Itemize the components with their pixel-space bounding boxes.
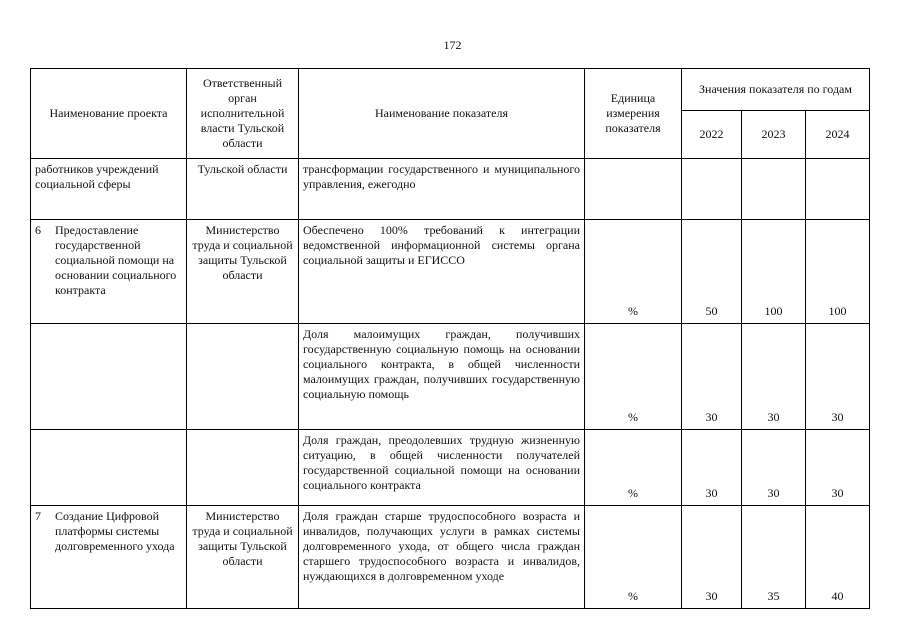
project-cell — [31, 220, 187, 324]
header-year-2022: 2022 — [682, 111, 742, 159]
header-year-2023: 2023 — [742, 111, 806, 159]
header-unit: Единица измерения показателя — [585, 69, 682, 159]
value-2023 — [742, 159, 806, 220]
unit-cell: % — [585, 430, 682, 506]
row-number: 7 — [35, 509, 41, 523]
project-name: Предоставление государственной социальной помощи на основании социального контракта — [55, 223, 177, 297]
responsible-cell — [187, 430, 299, 506]
project-cell — [31, 506, 187, 609]
unit-cell: % — [585, 324, 682, 430]
table-row — [31, 430, 870, 506]
unit-cell: % — [585, 506, 682, 609]
table-row — [31, 324, 870, 430]
value-2024: 40 — [806, 506, 870, 609]
page-number: 172 — [443, 38, 462, 52]
value-2023: 100 — [742, 220, 806, 324]
unit-cell: % — [585, 220, 682, 324]
value-2024: 30 — [806, 430, 870, 506]
responsible-cell: Министерство труда и социальной защиты Тульской области — [187, 220, 299, 324]
indicator-cell: Обеспечено 100% требований к интеграции ведомственной информационной системы органа социальной защиты и ЕГИССО — [299, 220, 585, 324]
value-2023: 30 — [742, 430, 806, 506]
value-2024: 30 — [806, 324, 870, 430]
project-cell — [31, 159, 187, 220]
header-project-name: Наименование проекта — [31, 69, 187, 159]
unit-cell — [585, 159, 682, 220]
project-cell — [31, 430, 187, 506]
value-2023: 30 — [742, 324, 806, 430]
value-2024 — [806, 159, 870, 220]
indicator-cell: трансформации государственного и муниципального управления, ежегодно — [299, 159, 585, 220]
value-2024: 100 — [806, 220, 870, 324]
responsible-cell — [187, 324, 299, 430]
project-name: работников учреждений социальной сферы — [35, 162, 159, 191]
responsible-cell: Министерство труда и социальной защиты Тульской области — [187, 506, 299, 609]
header-responsible: Ответственный орган исполнительной власти Тульской области — [187, 69, 299, 159]
value-2022: 30 — [682, 430, 742, 506]
value-2022: 30 — [682, 324, 742, 430]
indicators-table — [30, 68, 870, 609]
table-row — [31, 159, 870, 220]
value-2022: 30 — [682, 506, 742, 609]
header-indicator-name: Наименование показателя — [299, 69, 585, 159]
table-row — [31, 506, 870, 609]
header-year-2024: 2024 — [806, 111, 870, 159]
row-number: 6 — [35, 223, 41, 237]
table-row — [31, 220, 870, 324]
project-name: Создание Цифровой платформы системы долговременного ухода — [55, 509, 175, 553]
value-2022 — [682, 159, 742, 220]
header-values-group: Значения показателя по годам — [682, 69, 870, 111]
value-2023: 35 — [742, 506, 806, 609]
project-cell — [31, 324, 187, 430]
value-2022: 50 — [682, 220, 742, 324]
responsible-cell: Тульской области — [187, 159, 299, 220]
indicator-cell: Доля малоимущих граждан, получивших государственную социальную помощь на основании социального контракта, в общей численности малоимущих граждан, получивших государственную социальную помощь — [299, 324, 585, 430]
indicator-cell: Доля граждан, преодолевших трудную жизненную ситуацию, в общей численности получателей государственной социальной помощи на основании социального контракта — [299, 430, 585, 506]
indicator-cell: Доля граждан старше трудоспособного возраста и инвалидов, получающих услуги в рамках системы долговременного ухода, от общего числа граждан старшего трудоспособного возраста и инвалидов, нуждающихся в долговременном уходе — [299, 506, 585, 609]
